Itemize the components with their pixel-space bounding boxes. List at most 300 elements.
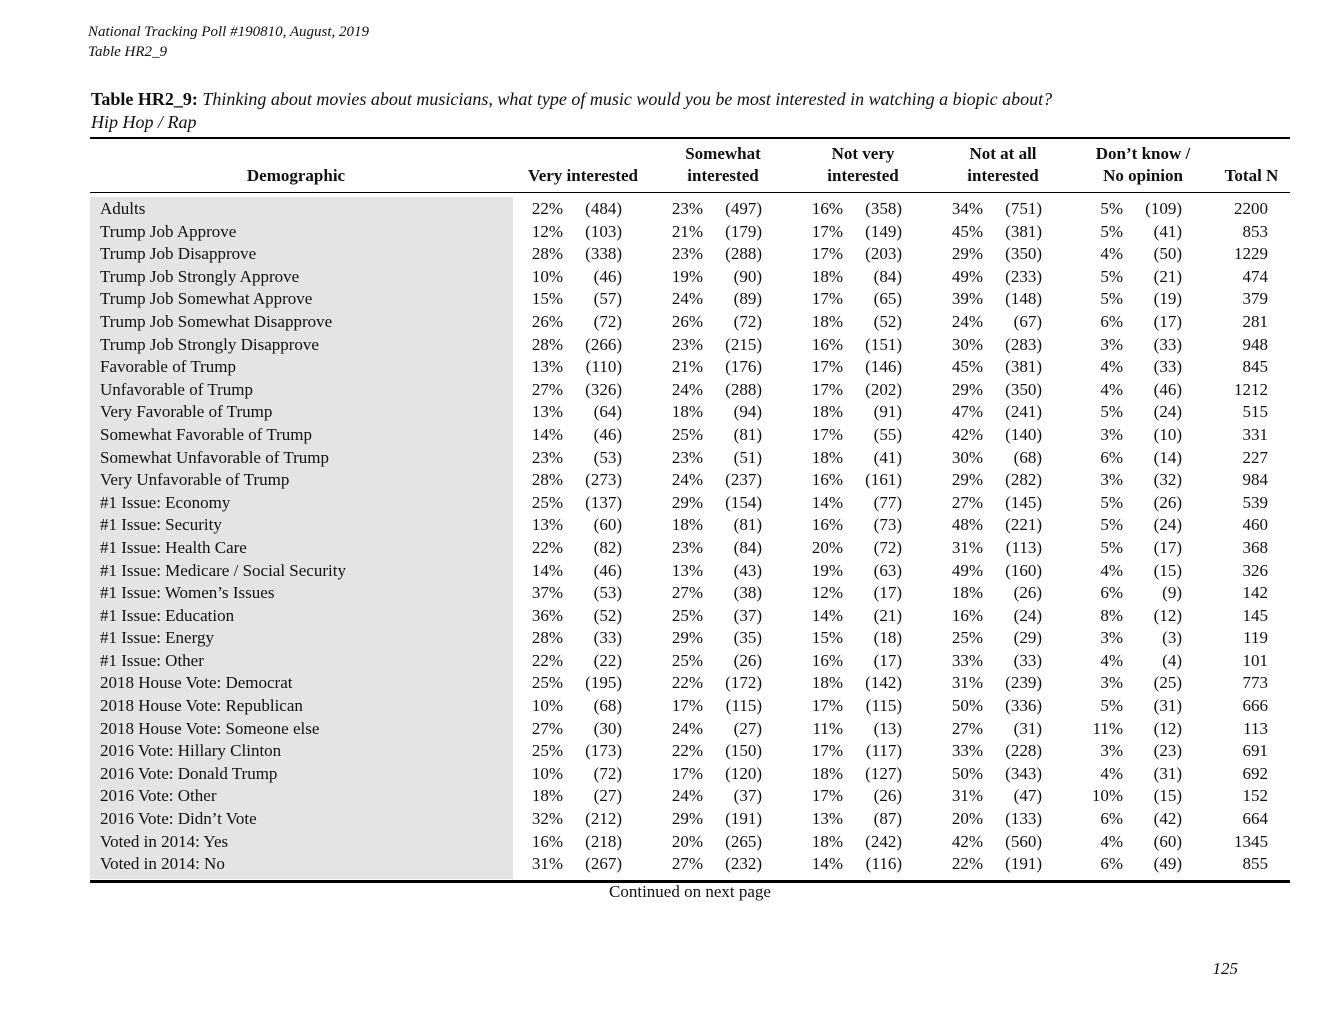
cell-count: (37) xyxy=(733,605,762,625)
cell-percent: 20% xyxy=(671,831,703,851)
cell-percent: 37% xyxy=(531,583,563,603)
cell-count: (30) xyxy=(593,718,622,738)
cell-total-n: 855 xyxy=(1242,854,1268,874)
cell-count: (218) xyxy=(585,831,622,851)
table-row xyxy=(90,605,1290,628)
table-row xyxy=(90,311,1290,334)
cell-percent: 10% xyxy=(531,266,563,286)
cell-count: (84) xyxy=(873,266,902,286)
cell-percent: 4% xyxy=(1100,831,1123,851)
row-label: #1 Issue: Economy xyxy=(100,492,231,512)
cell-count: (145) xyxy=(1005,492,1042,512)
cell-percent: 45% xyxy=(951,357,983,377)
cell-count: (358) xyxy=(865,199,902,218)
row-label: Trump Job Strongly Disapprove xyxy=(100,334,319,354)
cell-count: (381) xyxy=(1005,357,1042,377)
cell-percent: 14% xyxy=(811,854,843,874)
cell-percent: 20% xyxy=(811,537,843,557)
cell-percent: 18% xyxy=(671,402,703,422)
cell-count: (13) xyxy=(873,718,902,738)
table-body xyxy=(90,198,1290,876)
cell-percent: 19% xyxy=(811,560,843,580)
cell-percent: 14% xyxy=(811,492,843,512)
row-label: Favorable of Trump xyxy=(100,357,236,377)
cell-count: (46) xyxy=(593,424,622,444)
row-label: 2018 House Vote: Republican xyxy=(100,696,303,716)
cell-total-n: 853 xyxy=(1242,221,1268,241)
cell-percent: 12% xyxy=(531,221,563,241)
cell-percent: 3% xyxy=(1100,424,1123,444)
cell-percent: 6% xyxy=(1100,311,1123,331)
col-demographic: Demographic xyxy=(246,166,346,185)
cell-percent: 22% xyxy=(531,537,563,557)
row-label: Trump Job Somewhat Approve xyxy=(100,289,313,309)
cell-count: (68) xyxy=(593,696,622,716)
cell-percent: 4% xyxy=(1100,357,1123,377)
cell-percent: 27% xyxy=(951,718,983,738)
cell-count: (3) xyxy=(1162,628,1182,648)
cell-percent: 12% xyxy=(811,583,843,603)
cell-count: (212) xyxy=(585,809,622,829)
table-id: Table HR2_9 xyxy=(88,44,168,60)
row-label: 2016 Vote: Didn’t Vote xyxy=(100,809,257,829)
cell-count: (33) xyxy=(1153,334,1182,354)
cell-count: (137) xyxy=(585,492,622,512)
col-not-at-all-interested: Not at all interested xyxy=(967,144,1039,185)
cell-count: (35) xyxy=(733,628,762,648)
cell-percent: 5% xyxy=(1100,266,1123,286)
cell-total-n: 101 xyxy=(1242,650,1268,670)
cell-percent: 19% xyxy=(671,266,703,286)
table-row xyxy=(90,785,1290,808)
cell-percent: 36% xyxy=(531,605,563,625)
cell-percent: 8% xyxy=(1100,605,1123,625)
cell-count: (49) xyxy=(1153,854,1182,874)
cell-percent: 24% xyxy=(671,718,703,738)
cell-percent: 18% xyxy=(811,266,843,286)
cell-count: (9) xyxy=(1162,583,1182,603)
cell-count: (26) xyxy=(733,650,762,670)
cell-count: (27) xyxy=(593,786,622,806)
table-row xyxy=(90,627,1290,650)
cell-percent: 4% xyxy=(1100,763,1123,783)
cell-count: (52) xyxy=(593,605,622,625)
cell-count: (50) xyxy=(1153,244,1182,264)
cell-count: (115) xyxy=(865,696,902,716)
cell-count: (350) xyxy=(1005,244,1042,264)
cell-percent: 25% xyxy=(671,650,703,670)
cell-percent: 17% xyxy=(671,763,703,783)
cell-percent: 3% xyxy=(1100,334,1123,354)
table-row xyxy=(90,853,1290,876)
row-label: #1 Issue: Medicare / Social Security xyxy=(100,560,346,580)
cell-percent: 23% xyxy=(671,537,703,557)
cell-total-n: 113 xyxy=(1243,718,1268,738)
cell-count: (31) xyxy=(1153,696,1182,716)
cell-count: (146) xyxy=(865,357,902,377)
cell-percent: 5% xyxy=(1100,289,1123,309)
cell-count: (65) xyxy=(873,289,902,309)
cell-percent: 16% xyxy=(531,831,563,851)
row-label: #1 Issue: Women’s Issues xyxy=(100,583,275,603)
cell-percent: 5% xyxy=(1100,199,1123,218)
cell-total-n: 460 xyxy=(1242,515,1268,535)
cell-count: (37) xyxy=(733,786,762,806)
cell-percent: 13% xyxy=(531,515,563,535)
cell-count: (27) xyxy=(733,718,762,738)
table-row xyxy=(90,198,1290,221)
cell-percent: 49% xyxy=(951,266,983,286)
cell-percent: 5% xyxy=(1100,221,1123,241)
cell-count: (24) xyxy=(1013,605,1042,625)
cell-count: (42) xyxy=(1153,809,1182,829)
cell-count: (350) xyxy=(1005,379,1042,399)
cell-percent: 17% xyxy=(811,221,843,241)
cell-count: (73) xyxy=(873,515,902,535)
cell-total-n: 142 xyxy=(1242,583,1268,603)
cell-percent: 22% xyxy=(951,854,983,874)
col-very-interested: Very interested xyxy=(527,166,638,185)
cell-count: (10) xyxy=(1153,424,1182,444)
cell-count: (53) xyxy=(593,447,622,467)
cell-count: (41) xyxy=(1153,221,1182,241)
cell-count: (21) xyxy=(873,605,902,625)
cell-count: (87) xyxy=(873,809,902,829)
cell-total-n: 666 xyxy=(1242,696,1268,716)
cell-count: (60) xyxy=(593,515,622,535)
cell-percent: 16% xyxy=(811,199,843,218)
cell-percent: 45% xyxy=(951,221,983,241)
cell-percent: 29% xyxy=(951,379,983,399)
table-row xyxy=(90,492,1290,515)
cell-percent: 4% xyxy=(1100,244,1123,264)
cell-percent: 18% xyxy=(811,831,843,851)
cell-count: (149) xyxy=(865,221,902,241)
cell-total-n: 773 xyxy=(1242,673,1268,693)
cell-percent: 27% xyxy=(951,492,983,512)
cell-percent: 16% xyxy=(811,650,843,670)
cell-percent: 22% xyxy=(671,673,703,693)
cell-percent: 17% xyxy=(811,379,843,399)
cell-percent: 21% xyxy=(671,357,703,377)
cell-count: (46) xyxy=(593,266,622,286)
cell-count: (33) xyxy=(593,628,622,648)
cell-percent: 50% xyxy=(951,696,983,716)
col-not-very-interested: Not very interested xyxy=(827,144,899,185)
cell-count: (52) xyxy=(873,311,902,331)
cell-count: (336) xyxy=(1005,696,1042,716)
cell-count: (202) xyxy=(865,379,902,399)
cell-count: (288) xyxy=(725,244,762,264)
cell-count: (283) xyxy=(1005,334,1042,354)
cell-count: (237) xyxy=(725,470,762,490)
cell-count: (17) xyxy=(1153,537,1182,557)
caption-subtitle: Hip Hop / Rap xyxy=(91,112,197,132)
cell-count: (151) xyxy=(865,334,902,354)
cell-percent: 29% xyxy=(671,492,703,512)
cell-percent: 5% xyxy=(1100,537,1123,557)
cell-percent: 24% xyxy=(671,470,703,490)
cell-percent: 3% xyxy=(1100,628,1123,648)
cell-count: (17) xyxy=(873,650,902,670)
cell-percent: 5% xyxy=(1100,402,1123,422)
cell-count: (64) xyxy=(593,402,622,422)
cell-percent: 16% xyxy=(811,334,843,354)
row-label: Somewhat Unfavorable of Trump xyxy=(100,447,330,467)
cell-percent: 21% xyxy=(671,221,703,241)
cell-percent: 22% xyxy=(531,650,563,670)
cell-count: (15) xyxy=(1153,560,1182,580)
cell-count: (115) xyxy=(725,696,762,716)
cell-total-n: 539 xyxy=(1242,492,1268,512)
cell-percent: 25% xyxy=(671,605,703,625)
table-row xyxy=(90,424,1290,447)
cell-count: (195) xyxy=(585,673,622,693)
cell-percent: 33% xyxy=(951,650,983,670)
row-label: #1 Issue: Health Care xyxy=(100,537,247,557)
cell-count: (60) xyxy=(1153,831,1182,851)
top-rule xyxy=(90,137,1290,139)
cell-count: (215) xyxy=(725,334,762,354)
cell-count: (232) xyxy=(725,854,762,874)
cell-percent: 13% xyxy=(811,809,843,829)
cell-total-n: 664 xyxy=(1242,809,1268,829)
cell-count: (203) xyxy=(865,244,902,264)
table-row xyxy=(90,401,1290,424)
cell-percent: 25% xyxy=(671,424,703,444)
table-row xyxy=(90,763,1290,786)
cell-total-n: 368 xyxy=(1242,537,1268,557)
table-row xyxy=(90,537,1290,560)
cell-count: (47) xyxy=(1013,786,1042,806)
cell-percent: 29% xyxy=(951,244,983,264)
cell-percent: 47% xyxy=(951,402,983,422)
row-label: Trump Job Strongly Approve xyxy=(100,266,300,286)
cell-percent: 10% xyxy=(1091,786,1123,806)
page-number: 125 xyxy=(1212,959,1238,978)
cell-count: (21) xyxy=(1153,266,1182,286)
cell-count: (72) xyxy=(873,537,902,557)
cell-count: (133) xyxy=(1005,809,1042,829)
cell-count: (41) xyxy=(873,447,902,467)
cell-percent: 3% xyxy=(1100,673,1123,693)
cell-count: (241) xyxy=(1005,402,1042,422)
cell-percent: 13% xyxy=(531,357,563,377)
cell-count: (94) xyxy=(733,402,762,422)
cell-percent: 24% xyxy=(671,289,703,309)
cell-percent: 4% xyxy=(1100,650,1123,670)
cell-percent: 50% xyxy=(951,763,983,783)
cell-percent: 5% xyxy=(1100,515,1123,535)
cell-count: (160) xyxy=(1005,560,1042,580)
cell-count: (33) xyxy=(1153,357,1182,377)
row-label: 2016 Vote: Hillary Clinton xyxy=(100,741,282,761)
cell-percent: 13% xyxy=(531,402,563,422)
cell-count: (31) xyxy=(1153,763,1182,783)
cell-count: (267) xyxy=(585,854,622,874)
cell-percent: 28% xyxy=(531,244,563,264)
cell-count: (228) xyxy=(1005,741,1042,761)
cell-count: (179) xyxy=(725,221,762,241)
cell-count: (55) xyxy=(873,424,902,444)
cell-percent: 29% xyxy=(951,470,983,490)
continued-note: Continued on next page xyxy=(609,882,771,901)
col-somewhat-interested: Somewhat interested xyxy=(685,144,761,185)
cell-percent: 4% xyxy=(1100,379,1123,399)
cell-count: (33) xyxy=(1013,650,1042,670)
cell-percent: 27% xyxy=(671,854,703,874)
cell-percent: 15% xyxy=(811,628,843,648)
cell-count: (63) xyxy=(873,560,902,580)
cell-percent: 3% xyxy=(1100,470,1123,490)
table-row xyxy=(90,718,1290,741)
cell-percent: 18% xyxy=(531,786,563,806)
cell-count: (38) xyxy=(733,583,762,603)
cell-percent: 24% xyxy=(951,311,983,331)
table-row xyxy=(90,560,1290,583)
cell-percent: 29% xyxy=(671,809,703,829)
cell-count: (150) xyxy=(725,741,762,761)
cell-percent: 10% xyxy=(531,763,563,783)
cell-count: (57) xyxy=(593,289,622,309)
cell-percent: 33% xyxy=(951,741,983,761)
cell-count: (338) xyxy=(585,244,622,264)
table-row xyxy=(90,379,1290,402)
cell-percent: 24% xyxy=(671,786,703,806)
cell-count: (497) xyxy=(725,199,762,218)
cell-percent: 18% xyxy=(811,673,843,693)
cell-total-n: 948 xyxy=(1242,334,1268,354)
cell-count: (381) xyxy=(1005,221,1042,241)
cell-count: (12) xyxy=(1153,718,1182,738)
cell-percent: 27% xyxy=(531,379,563,399)
cell-percent: 23% xyxy=(671,447,703,467)
cell-percent: 13% xyxy=(671,560,703,580)
cell-percent: 6% xyxy=(1100,809,1123,829)
cell-percent: 31% xyxy=(951,537,983,557)
cell-percent: 29% xyxy=(671,628,703,648)
cell-total-n: 692 xyxy=(1242,763,1268,783)
cell-count: (148) xyxy=(1005,289,1042,309)
cell-percent: 16% xyxy=(951,605,983,625)
cell-total-n: 281 xyxy=(1242,311,1268,331)
cell-percent: 11% xyxy=(1092,718,1123,738)
col-total-n: Total N xyxy=(1224,166,1279,185)
cell-percent: 17% xyxy=(671,696,703,716)
table-row xyxy=(90,221,1290,244)
table-row xyxy=(90,808,1290,831)
cell-percent: 17% xyxy=(811,424,843,444)
cell-percent: 17% xyxy=(811,741,843,761)
header-rule xyxy=(90,192,1290,193)
row-label: Voted in 2014: Yes xyxy=(100,831,229,851)
cell-percent: 6% xyxy=(1100,854,1123,874)
cell-total-n: 984 xyxy=(1242,470,1268,490)
table-row xyxy=(90,447,1290,470)
poll-name: National Tracking Poll #190810, August, 2019 xyxy=(88,24,369,40)
cell-percent: 6% xyxy=(1100,447,1123,467)
cell-count: (751) xyxy=(1005,199,1042,218)
cell-percent: 34% xyxy=(951,199,983,218)
cell-count: (15) xyxy=(1153,786,1182,806)
cell-percent: 25% xyxy=(531,673,563,693)
cell-count: (23) xyxy=(1153,741,1182,761)
cell-percent: 32% xyxy=(531,809,563,829)
cell-total-n: 227 xyxy=(1242,447,1268,467)
cell-count: (266) xyxy=(585,334,622,354)
table-row xyxy=(90,266,1290,289)
cell-percent: 4% xyxy=(1100,560,1123,580)
cell-percent: 30% xyxy=(951,334,983,354)
cell-total-n: 379 xyxy=(1242,289,1268,309)
cell-percent: 31% xyxy=(951,786,983,806)
running-header xyxy=(88,22,369,62)
cell-count: (67) xyxy=(1013,311,1042,331)
cell-count: (18) xyxy=(873,628,902,648)
row-label: Unfavorable of Trump xyxy=(100,379,253,399)
cell-count: (77) xyxy=(873,492,902,512)
cell-count: (24) xyxy=(1153,515,1182,535)
cell-percent: 30% xyxy=(951,447,983,467)
caption-question: Thinking about movies about musicians, what type of music would you be most interested in watching a biopic about? xyxy=(202,89,1053,109)
row-label: Somewhat Favorable of Trump xyxy=(100,424,313,444)
cell-total-n: 2200 xyxy=(1234,199,1268,218)
cell-count: (265) xyxy=(725,831,762,851)
cell-percent: 18% xyxy=(671,515,703,535)
row-label: Very Favorable of Trump xyxy=(100,402,273,422)
cell-total-n: 119 xyxy=(1243,628,1268,648)
row-label: #1 Issue: Education xyxy=(100,605,235,625)
cell-percent: 18% xyxy=(811,447,843,467)
cell-percent: 5% xyxy=(1100,696,1123,716)
cell-percent: 20% xyxy=(951,809,983,829)
cell-count: (176) xyxy=(725,357,762,377)
cell-count: (161) xyxy=(865,470,902,490)
cell-count: (109) xyxy=(1145,199,1182,218)
table-row xyxy=(90,243,1290,266)
cell-count: (90) xyxy=(733,266,762,286)
cell-percent: 18% xyxy=(951,583,983,603)
cell-count: (32) xyxy=(1153,470,1182,490)
table-row xyxy=(90,469,1290,492)
row-label: #1 Issue: Energy xyxy=(100,628,214,648)
cell-count: (72) xyxy=(593,311,622,331)
cell-count: (484) xyxy=(585,199,622,218)
row-label: 2018 House Vote: Someone else xyxy=(100,718,320,738)
cell-count: (29) xyxy=(1013,628,1042,648)
cell-total-n: 331 xyxy=(1242,424,1268,444)
row-label: #1 Issue: Security xyxy=(100,515,222,535)
table-row xyxy=(90,740,1290,763)
cell-percent: 5% xyxy=(1100,492,1123,512)
cell-total-n: 1229 xyxy=(1234,244,1268,264)
cell-count: (72) xyxy=(733,311,762,331)
table-row xyxy=(90,582,1290,605)
cell-total-n: 515 xyxy=(1242,402,1268,422)
cell-count: (81) xyxy=(733,515,762,535)
cell-count: (242) xyxy=(865,831,902,851)
cell-count: (91) xyxy=(873,402,902,422)
table-row xyxy=(90,695,1290,718)
row-label: 2016 Vote: Donald Trump xyxy=(100,763,278,783)
cell-percent: 22% xyxy=(531,199,563,218)
cell-percent: 17% xyxy=(811,357,843,377)
cell-percent: 15% xyxy=(531,289,563,309)
cell-total-n: 845 xyxy=(1242,357,1268,377)
cell-percent: 14% xyxy=(531,560,563,580)
cell-count: (273) xyxy=(585,470,622,490)
cell-percent: 6% xyxy=(1100,583,1123,603)
